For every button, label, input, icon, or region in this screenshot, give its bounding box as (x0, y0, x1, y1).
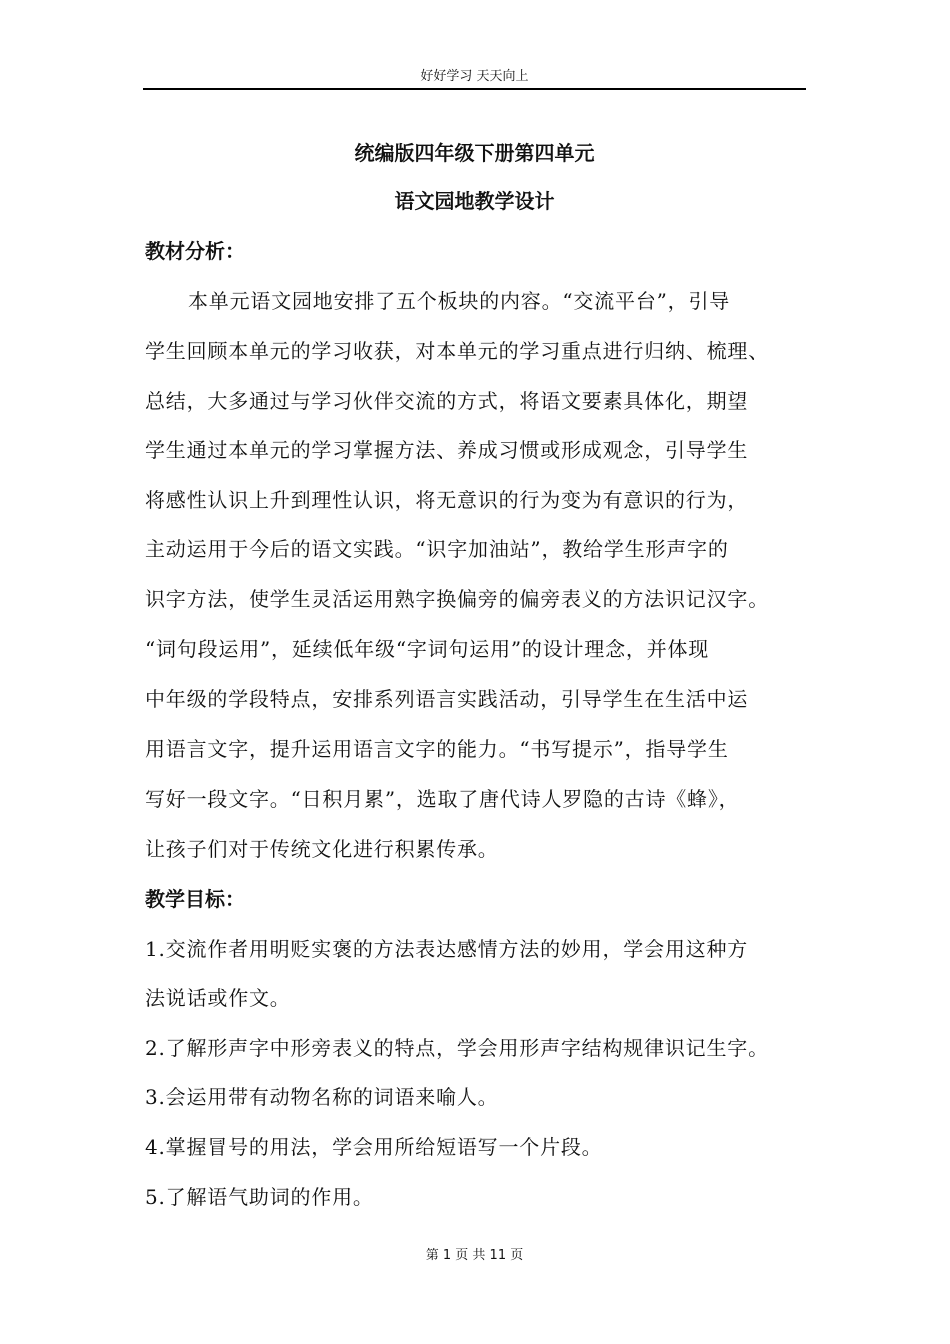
page-number: 第 1 页 共 11 页 (425, 1248, 524, 1263)
goal-line: 法说话或作文。 (145, 986, 291, 1010)
analysis-line: 总结，大多通过与学习伙伴交流的方式，将语文要素具体化，期望 (145, 389, 749, 413)
goal-line: 1.交流作者用明贬实褒的方法表达感情方法的妙用，学会用这种方 (145, 937, 749, 961)
analysis-line: 主动运用于今后的语文实践。“识字加油站”，教给学生形声字的 (145, 537, 729, 561)
analysis-line: 中年级的学段特点，安排系列语言实践活动，引导学生在生活中运 (145, 687, 749, 711)
section-heading-analysis: 教材分析： (145, 239, 245, 263)
analysis-line: 写好一段文字。“日积月累”，选取了唐代诗人罗隐的古诗《蜂》， (145, 787, 740, 811)
analysis-line: 将感性认识上升到理性认识，将无意识的行为变为有意识的行为， (145, 488, 749, 512)
goal-line: 5.了解语气助词的作用。 (145, 1185, 374, 1209)
goal-line: 2.了解形声字中形旁表义的特点，学会用形声字结构规律识记生字。 (145, 1036, 769, 1060)
section-heading-goals: 教学目标： (145, 887, 245, 911)
analysis-line: 学生通过本单元的学习掌握方法、养成习惯或形成观念，引导学生 (145, 438, 749, 462)
document-subtitle: 语文园地教学设计 (394, 189, 555, 213)
analysis-line: “词句段运用”，延续低年级“字词句运用”的设计理念，并体现 (145, 637, 710, 661)
analysis-line: 本单元语文园地安排了五个板块的内容。“交流平台”，引导 (188, 289, 731, 313)
analysis-line: 识字方法，使学生灵活运用熟字换偏旁的偏旁表义的方法识记汉字。 (145, 587, 769, 611)
goal-line: 4.掌握冒号的用法，学会用所给短语写一个片段。 (145, 1135, 603, 1159)
analysis-line: 用语言文字，提升运用语言文字的能力。“书写提示”，指导学生 (145, 737, 729, 761)
document-title: 统编版四年级下册第四单元 (354, 141, 595, 165)
analysis-line: 学生回顾本单元的学习收获，对本单元的学习重点进行归纳、梳理、 (145, 339, 769, 363)
analysis-line: 让孩子们对于传统文化进行积累传承。 (145, 837, 499, 861)
goal-line: 3.会运用带有动物名称的词语来喻人。 (145, 1085, 499, 1109)
page-header: 好好学习 天天向上 (143, 66, 806, 90)
